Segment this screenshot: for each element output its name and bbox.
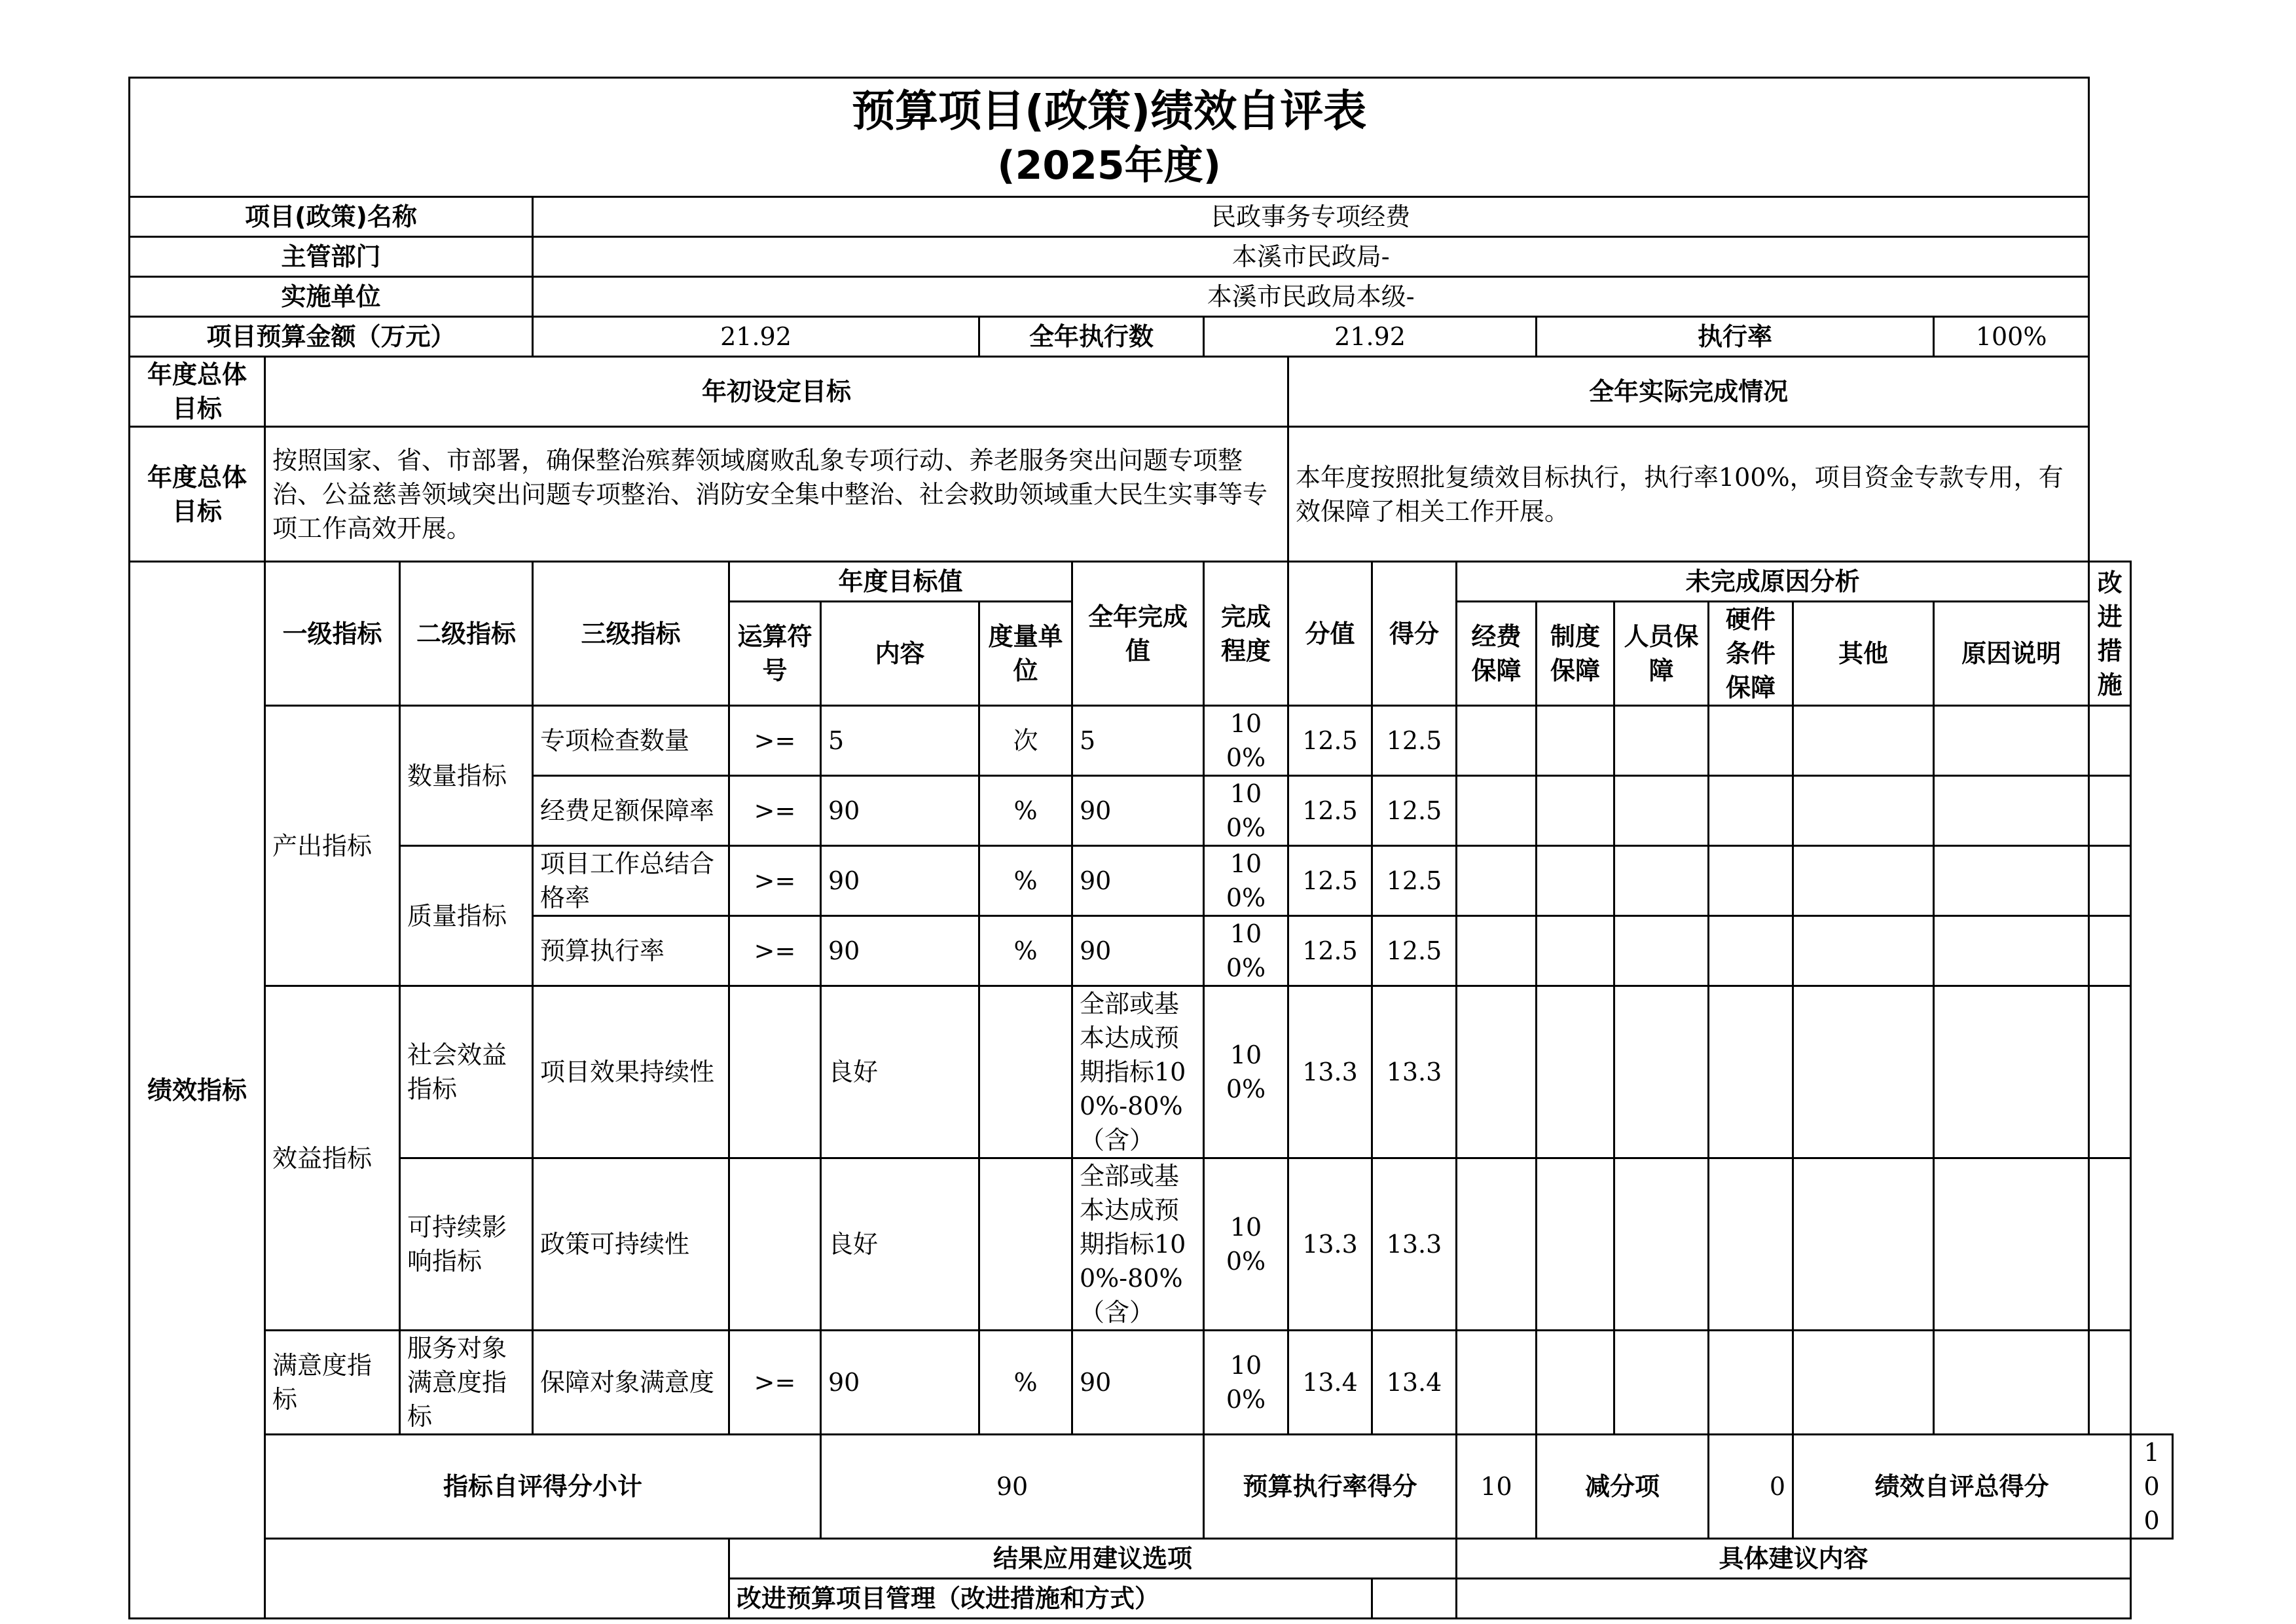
indicator-score: 13.4 — [1288, 1331, 1372, 1435]
table-year: (2025年度) — [997, 142, 1222, 189]
empty-cell — [1457, 846, 1537, 916]
indicator-operator: >= — [729, 846, 821, 916]
indicator-name: 预算执行率 — [533, 916, 729, 986]
completion-header: 完成程度 — [1204, 562, 1288, 706]
level3-header: 三级指标 — [533, 562, 729, 706]
project-name-label: 项目(政策)名称 — [130, 197, 533, 237]
rate-label: 执行率 — [1537, 317, 1934, 357]
funding-header: 经费保障 — [1457, 602, 1537, 706]
indicator-actual: 90 — [1072, 776, 1204, 846]
indicator-name: 保障对象满意度 — [533, 1331, 729, 1435]
empty-cell — [1614, 986, 1709, 1158]
empty-cell — [2089, 1331, 2131, 1435]
empty-cell — [1934, 846, 2089, 916]
subtotal-value: 90 — [821, 1435, 1204, 1539]
empty-cell — [1793, 986, 1934, 1158]
empty-cell — [2089, 1158, 2131, 1331]
indicator-name: 项目工作总结合格率 — [533, 846, 729, 916]
goal-row-label: 年度总体目标 — [130, 357, 265, 427]
empty-cell — [1934, 916, 2089, 986]
empty-cell — [1457, 986, 1537, 1158]
empty-cell — [1537, 916, 1614, 986]
result-option-1: 改进预算项目管理（改进措施和方式） — [729, 1579, 1372, 1619]
deduction-value: 0 — [1709, 1435, 1793, 1539]
empty-cell — [1934, 706, 2089, 776]
empty-cell — [1457, 916, 1537, 986]
self-evaluation-table — [128, 77, 2174, 1619]
service-sat-indicator-label: 服务对象满意度指标 — [400, 1331, 533, 1435]
empty-cell — [1614, 1158, 1709, 1331]
empty-cell — [1709, 776, 1793, 846]
indicator-earned: 12.5 — [1372, 846, 1457, 916]
indicator-operator: >= — [729, 1331, 821, 1435]
level1-header: 一级指标 — [265, 562, 400, 706]
total-score-value: 100 — [2131, 1435, 2173, 1539]
indicator-actual: 90 — [1072, 916, 1204, 986]
indicator-earned: 12.5 — [1372, 916, 1457, 986]
empty-cell — [1537, 1331, 1614, 1435]
empty-cell — [1709, 1158, 1793, 1331]
indicator-operator: >= — [729, 776, 821, 846]
indicator-completion: 100% — [1204, 1158, 1288, 1331]
indicator-completion: 100% — [1204, 986, 1288, 1158]
social-indicator-label: 社会效益指标 — [400, 986, 533, 1158]
indicator-score: 12.5 — [1288, 846, 1372, 916]
staff-header: 人员保障 — [1614, 602, 1709, 706]
other-header: 其他 — [1793, 602, 1934, 706]
goal-set-text: 按照国家、省、市部署，确保整治殡葬领域腐败乱象专项行动、养老服务突出问题专项整治、公益慈善领域突出问题专项整治、消防安全集中整治、社会救助领域重大民生实事等专项工作高效开展。 — [265, 427, 1288, 562]
indicator-operator: >= — [729, 916, 821, 986]
indicator-unit — [979, 1158, 1072, 1331]
goal-row-label-2: 年度总体目标 — [130, 427, 265, 562]
actual-value-header: 全年完成值 — [1072, 562, 1204, 706]
empty-cell — [1537, 986, 1614, 1158]
executed-value: 21.92 — [1204, 317, 1537, 357]
indicator-unit: % — [979, 1331, 1072, 1435]
empty-cell — [1614, 846, 1709, 916]
indicator-earned: 13.3 — [1372, 986, 1457, 1158]
empty-cell — [2089, 706, 2131, 776]
result-content-1 — [1457, 1579, 2131, 1619]
empty-cell — [1457, 1331, 1537, 1435]
empty-cell — [1793, 1331, 1934, 1435]
operator-header: 运算符号 — [729, 602, 821, 706]
unit-value: 本溪市民政局本级- — [533, 277, 2089, 317]
empty-cell — [1537, 846, 1614, 916]
indicator-score: 12.5 — [1288, 916, 1372, 986]
budget-value: 21.92 — [533, 317, 979, 357]
reason-desc-header: 原因说明 — [1934, 602, 2089, 706]
empty-cell — [1793, 706, 1934, 776]
indicator-actual: 全部或基本达成预期指标100%-80%（含） — [1072, 986, 1204, 1158]
empty-cell — [265, 1539, 729, 1619]
level2-header: 二级指标 — [400, 562, 533, 706]
annual-target-header: 年度目标值 — [729, 562, 1072, 602]
content-header: 内容 — [821, 602, 979, 706]
indicator-earned: 12.5 — [1372, 706, 1457, 776]
project-name-value: 民政事务专项经费 — [533, 197, 2089, 237]
result-option-header: 结果应用建议选项 — [729, 1539, 1457, 1579]
empty-cell — [1614, 706, 1709, 776]
indicator-operator: >= — [729, 706, 821, 776]
indicator-unit: 次 — [979, 706, 1072, 776]
empty-cell — [1537, 1158, 1614, 1331]
indicator-unit: % — [979, 776, 1072, 846]
subtotal-label: 指标自评得分小计 — [265, 1435, 821, 1539]
indicator-unit: % — [979, 846, 1072, 916]
empty-cell — [1457, 706, 1537, 776]
empty-cell — [1793, 846, 1934, 916]
indicator-completion: 100% — [1204, 776, 1288, 846]
indicator-content: 良好 — [821, 986, 979, 1158]
indicator-earned: 13.4 — [1372, 1331, 1457, 1435]
empty-cell — [1934, 1331, 2089, 1435]
empty-cell — [1793, 1158, 1934, 1331]
indicator-operator — [729, 986, 821, 1158]
perf-indicator-label: 绩效指标 — [130, 562, 265, 1619]
empty-cell — [1709, 846, 1793, 916]
empty-cell — [2089, 986, 2131, 1158]
indicator-operator — [729, 1158, 821, 1331]
empty-cell — [1793, 916, 1934, 986]
indicator-content: 良好 — [821, 1158, 979, 1331]
unit-label: 实施单位 — [130, 277, 533, 317]
empty-cell — [1457, 1158, 1537, 1331]
empty-cell — [1934, 986, 2089, 1158]
indicator-earned: 13.3 — [1372, 1158, 1457, 1331]
quality-indicator-label: 质量指标 — [400, 846, 533, 986]
budget-score-value: 10 — [1457, 1435, 1537, 1539]
indicator-name: 专项检查数量 — [533, 706, 729, 776]
table-title: 预算项目(政策)绩效自评表 — [851, 85, 1367, 136]
indicator-actual: 90 — [1072, 1331, 1204, 1435]
goal-actual-header: 全年实际完成情况 — [1288, 357, 2089, 427]
unit-header: 度量单位 — [979, 602, 1072, 706]
empty-cell — [1537, 706, 1614, 776]
indicator-content: 90 — [821, 916, 979, 986]
empty-cell — [2089, 846, 2131, 916]
budget-score-label: 预算执行率得分 — [1204, 1435, 1457, 1539]
goal-set-header: 年初设定目标 — [265, 357, 1288, 427]
empty-cell — [1709, 1331, 1793, 1435]
reason-analysis-header: 未完成原因分析 — [1457, 562, 2089, 602]
measures-header: 改进措施 — [2089, 562, 2131, 706]
dept-label: 主管部门 — [130, 237, 533, 277]
score-header: 分值 — [1288, 562, 1372, 706]
indicator-content: 90 — [821, 846, 979, 916]
indicator-actual: 5 — [1072, 706, 1204, 776]
indicator-score: 13.3 — [1288, 1158, 1372, 1331]
indicator-earned: 12.5 — [1372, 776, 1457, 846]
indicator-name: 经费足额保障率 — [533, 776, 729, 846]
empty-cell — [2089, 916, 2131, 986]
empty-cell — [1614, 1331, 1709, 1435]
indicator-completion: 100% — [1204, 846, 1288, 916]
dept-value: 本溪市民政局- — [533, 237, 2089, 277]
empty-cell — [1457, 776, 1537, 846]
empty-cell — [1934, 776, 2089, 846]
empty-cell — [1537, 776, 1614, 846]
earned-header: 得分 — [1372, 562, 1457, 706]
indicator-content: 90 — [821, 776, 979, 846]
indicator-completion: 100% — [1204, 706, 1288, 776]
system-header: 制度保障 — [1537, 602, 1614, 706]
indicator-actual: 90 — [1072, 846, 1204, 916]
indicator-completion: 100% — [1204, 916, 1288, 986]
empty-cell — [1709, 916, 1793, 986]
indicator-completion: 100% — [1204, 1331, 1288, 1435]
result-content-header: 具体建议内容 — [1457, 1539, 2131, 1579]
sustain-indicator-label: 可持续影响指标 — [400, 1158, 533, 1331]
empty-cell — [2089, 776, 2131, 846]
quantity-indicator-label: 数量指标 — [400, 706, 533, 846]
executed-label: 全年执行数 — [979, 317, 1204, 357]
empty-cell — [1709, 986, 1793, 1158]
indicator-name: 项目效果持续性 — [533, 986, 729, 1158]
satisfaction-indicator-label: 满意度指标 — [265, 1331, 400, 1435]
indicator-score: 12.5 — [1288, 776, 1372, 846]
budget-label: 项目预算金额（万元） — [130, 317, 533, 357]
empty-cell — [1934, 1158, 2089, 1331]
empty-cell — [1709, 706, 1793, 776]
result-option-1-checkbox — [1372, 1579, 1457, 1619]
indicator-score: 13.3 — [1288, 986, 1372, 1158]
benefit-indicator-label: 效益指标 — [265, 986, 400, 1331]
indicator-score: 12.5 — [1288, 706, 1372, 776]
empty-cell — [1614, 916, 1709, 986]
table-title-cell — [130, 78, 2089, 197]
indicator-content: 5 — [821, 706, 979, 776]
indicator-name: 政策可持续性 — [533, 1158, 729, 1331]
indicator-actual: 全部或基本达成预期指标100%-80%（含） — [1072, 1158, 1204, 1331]
total-score-label: 绩效自评总得分 — [1793, 1435, 2131, 1539]
hardware-header: 硬件条件保障 — [1709, 602, 1793, 706]
deduction-label: 减分项 — [1537, 1435, 1709, 1539]
empty-cell — [1793, 776, 1934, 846]
indicator-unit: % — [979, 916, 1072, 986]
goal-actual-text: 本年度按照批复绩效目标执行，执行率100%，项目资金专款专用，有效保障了相关工作开展。 — [1288, 427, 2089, 562]
output-indicator-label: 产出指标 — [265, 706, 400, 986]
rate-value: 100% — [1934, 317, 2089, 357]
indicator-unit — [979, 986, 1072, 1158]
indicator-content: 90 — [821, 1331, 979, 1435]
empty-cell — [1614, 776, 1709, 846]
